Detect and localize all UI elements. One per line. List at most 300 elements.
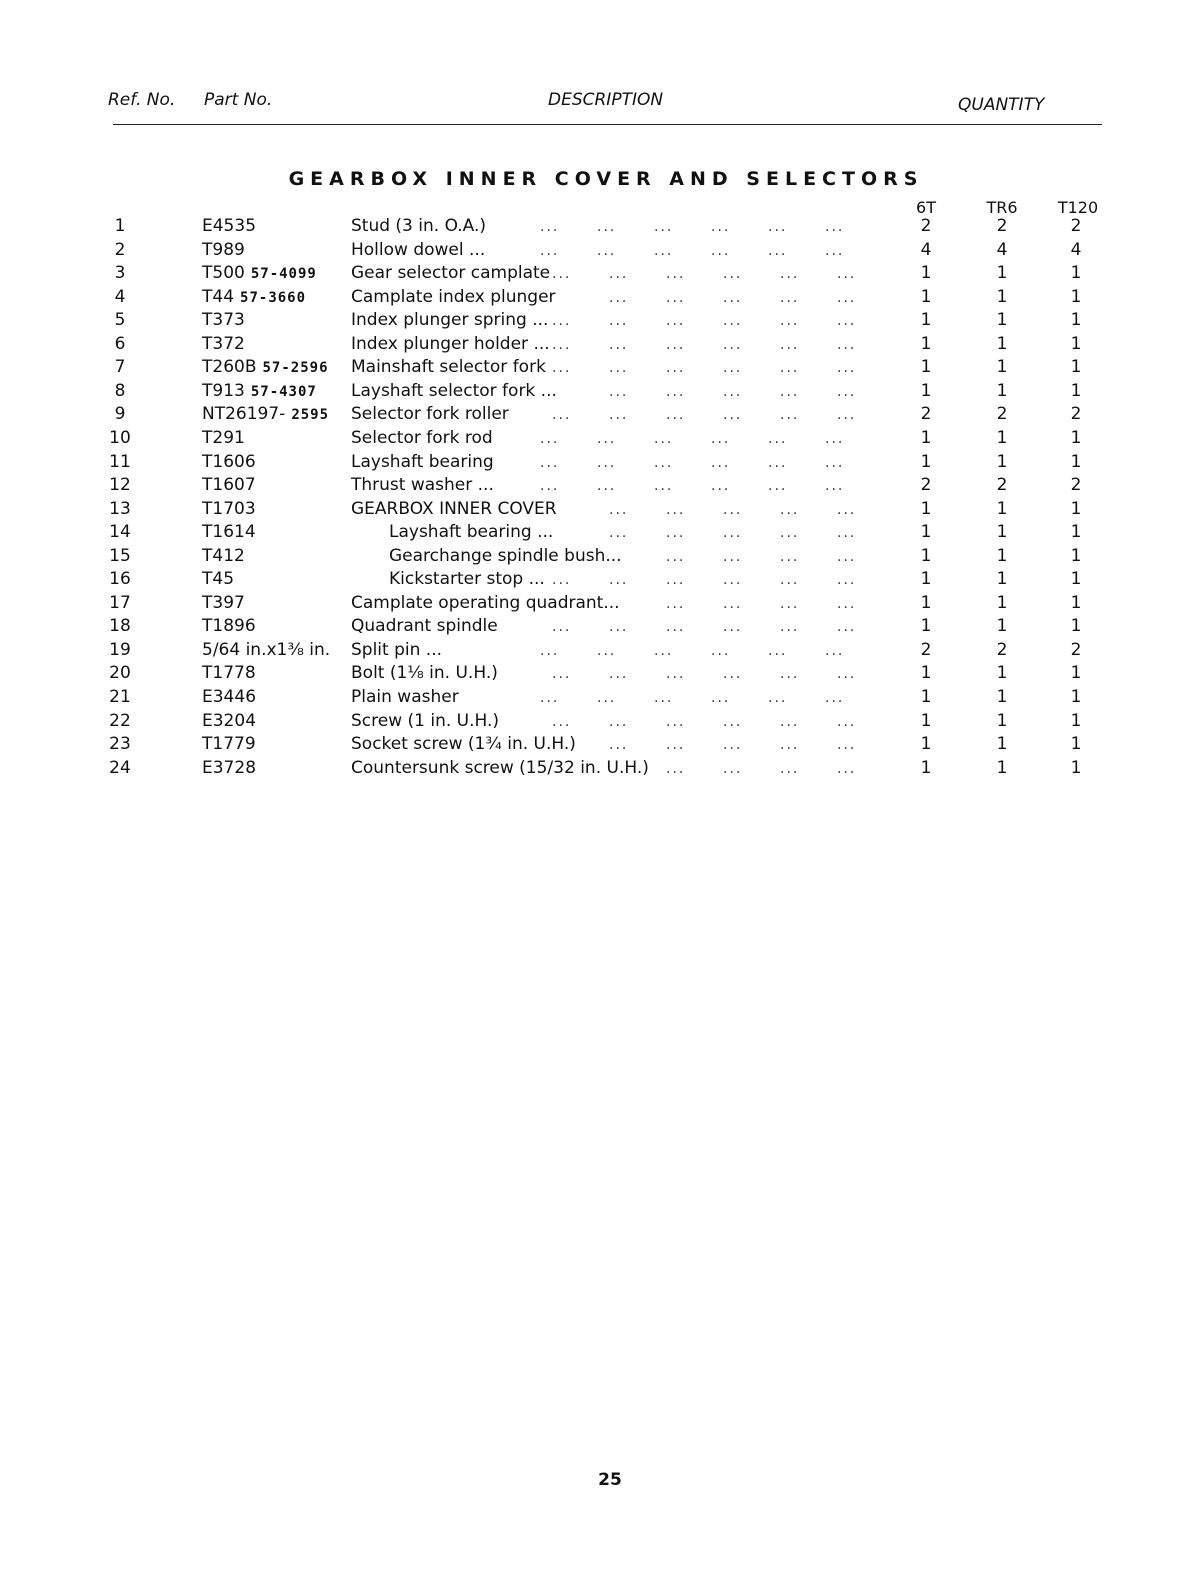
quantity-t120: 1: [1070, 522, 1082, 543]
quantity-6t: 2: [920, 639, 932, 660]
leader-dot-group: ...: [768, 690, 788, 706]
part-number: T913: [202, 380, 245, 401]
table-row: [0, 758, 1200, 782]
leader-dot-group: ...: [723, 525, 743, 542]
part-number-cell: [202, 499, 256, 519]
quantity-t120: 1: [1070, 687, 1082, 707]
table-row: [0, 240, 1200, 264]
part-number-cell: [202, 758, 256, 778]
part-number: E3446: [202, 687, 257, 707]
quantity-t120: 1: [1070, 616, 1082, 637]
part-number: 5/64 in.x1⅜ in.: [202, 639, 331, 660]
leader-dot-group: ...: [711, 454, 731, 471]
quantity-t120: 1: [1070, 286, 1082, 307]
quantity-6t: 1: [920, 498, 932, 519]
quantity-6t: 4: [920, 239, 932, 260]
part-number-cell: [202, 711, 256, 731]
part-number-cell: [202, 475, 256, 495]
ref-number: 2: [114, 239, 126, 260]
quantity-t120: 2: [1070, 475, 1082, 496]
description: Split pin ...: [351, 639, 443, 660]
quantity-tr6: 1: [996, 592, 1008, 613]
quantity-t120: 1: [1070, 710, 1082, 731]
header-rule: [113, 124, 1102, 125]
leader-dot-group: ...: [552, 266, 572, 283]
leader-dot-group: ...: [837, 572, 857, 589]
quantity-tr6: 1: [996, 310, 1008, 331]
quantity-6t: 1: [920, 569, 932, 590]
leader-dot-group: ...: [540, 219, 560, 235]
quantity-column-6t: 6T: [916, 198, 936, 217]
ref-number: 10: [109, 427, 131, 448]
part-number-cell: [202, 687, 256, 707]
leader-dot-group: ...: [597, 242, 617, 259]
leader-dot-group: ...: [723, 666, 743, 683]
leader-dot-group: ...: [666, 737, 686, 754]
leader-dot-group: ...: [654, 478, 674, 495]
quantity-t120: 1: [1070, 451, 1082, 472]
leader-dot-group: ...: [837, 737, 857, 754]
leader-dot-group: ...: [552, 572, 572, 589]
ref-number: 15: [109, 545, 131, 566]
part-number-cell: [202, 216, 256, 236]
leader-dot-group: ...: [780, 666, 800, 683]
leader-dot-group: ...: [837, 336, 857, 353]
quantity-t120: 1: [1070, 734, 1082, 755]
leader-dot-group: ...: [609, 501, 629, 518]
table-row: [0, 452, 1200, 476]
table-row: [0, 616, 1200, 640]
handwritten-part-note: 57-3660: [240, 289, 307, 306]
part-number-cell: [202, 263, 317, 283]
leader-dot-group: ...: [768, 242, 788, 259]
leader-dot-group: ...: [723, 713, 743, 730]
quantity-tr6: 2: [996, 404, 1008, 425]
quantity-t120: 1: [1070, 757, 1082, 778]
description: Layshaft bearing ...: [389, 522, 554, 543]
leader-dot-group: ...: [825, 690, 845, 706]
leader-dot-group: ...: [666, 360, 686, 377]
leader-dot-group: ...: [780, 313, 800, 330]
ref-number: 20: [109, 663, 131, 684]
ref-number: 13: [109, 498, 131, 519]
description: Socket screw (1¾ in. U.H.): [351, 734, 576, 755]
leader-dot-group: ...: [540, 642, 560, 659]
quantity-t120: 1: [1070, 592, 1082, 613]
quantity-tr6: 1: [996, 734, 1008, 755]
table-row: [0, 734, 1200, 758]
quantity-tr6: 1: [996, 710, 1008, 731]
quantity-tr6: 1: [996, 263, 1008, 284]
section-title: GEARBOX INNER COVER AND SELECTORS: [288, 168, 924, 190]
quantity-6t: 1: [920, 710, 932, 731]
leader-dot-group: ...: [723, 336, 743, 353]
quantity-6t: 1: [920, 545, 932, 566]
description: Kickstarter stop ...: [389, 569, 545, 590]
ref-number: 22: [109, 710, 131, 731]
description: Layshaft selector fork ...: [351, 380, 557, 401]
leader-dot-group: ...: [666, 548, 686, 565]
leader-dot-group: ...: [723, 383, 743, 400]
ref-number: 8: [114, 380, 126, 401]
table-row: [0, 381, 1200, 405]
quantity-6t: 1: [920, 357, 932, 378]
leader-dot-group: ...: [780, 737, 800, 754]
part-number: E3204: [202, 710, 257, 731]
quantity-t120: 1: [1070, 569, 1082, 590]
leader-dot-group: ...: [837, 548, 857, 565]
part-number: T45: [202, 569, 235, 590]
leader-dot-group: ...: [666, 666, 686, 683]
part-number: T1779: [202, 734, 256, 755]
quantity-tr6: 1: [996, 286, 1008, 307]
ref-number: 9: [114, 404, 126, 425]
table-row: [0, 687, 1200, 711]
quantity-6t: 1: [920, 333, 932, 354]
handwritten-part-note: 2595: [291, 407, 330, 424]
leader-dot-group: ...: [723, 266, 743, 283]
table-row: [0, 310, 1200, 334]
leader-dot-group: ...: [609, 737, 629, 754]
leader-dot-group: ...: [552, 407, 572, 424]
ref-number: 21: [109, 687, 131, 707]
leader-dot-group: ...: [768, 454, 788, 471]
quantity-t120: 2: [1070, 639, 1082, 660]
part-number-cell: [202, 310, 245, 330]
quantity-6t: 1: [920, 263, 932, 284]
leader-dot-group: ...: [723, 501, 743, 518]
quantity-6t: 1: [920, 592, 932, 613]
ref-number: 1: [114, 216, 126, 236]
description: Quadrant spindle: [351, 616, 498, 637]
quantity-6t: 2: [920, 216, 932, 236]
leader-dot-group: ...: [723, 313, 743, 330]
leader-dot-group: ...: [552, 619, 572, 636]
leader-dot-group: ...: [666, 266, 686, 283]
quantity-6t: 1: [920, 616, 932, 637]
description: Gear selector camplate: [351, 263, 551, 284]
ref-number: 23: [109, 734, 131, 755]
quantity-tr6: 1: [996, 663, 1008, 684]
leader-dot-group: ...: [654, 642, 674, 659]
leader-dot-group: ...: [837, 266, 857, 283]
leader-dot-group: ...: [609, 525, 629, 542]
quantity-tr6: 1: [996, 451, 1008, 472]
leader-dot-group: ...: [609, 313, 629, 330]
leader-dot-group: ...: [837, 313, 857, 330]
leader-dot-group: ...: [654, 219, 674, 235]
leader-dot-group: ...: [711, 690, 731, 706]
part-number: T372: [202, 333, 245, 354]
leader-dot-group: ...: [780, 525, 800, 542]
part-number-cell: [202, 546, 245, 566]
quantity-t120: 1: [1070, 333, 1082, 354]
description: Mainshaft selector fork: [351, 357, 546, 378]
leader-dot-group: ...: [723, 619, 743, 636]
leader-dot-group: ...: [666, 595, 686, 612]
ref-number: 12: [109, 475, 131, 496]
quantity-t120: 1: [1070, 357, 1082, 378]
part-number: T397: [202, 592, 245, 613]
table-row: [0, 334, 1200, 358]
leader-dot-group: ...: [597, 690, 617, 706]
leader-dot-group: ...: [825, 478, 845, 495]
leader-dot-group: ...: [837, 407, 857, 424]
leader-dot-group: ...: [711, 242, 731, 259]
quantity-tr6: 2: [996, 475, 1008, 496]
part-number-cell: [202, 404, 329, 424]
leader-dot-group: ...: [825, 642, 845, 659]
table-row: [0, 287, 1200, 311]
leader-dot-group: ...: [723, 760, 743, 777]
leader-dot-group: ...: [780, 619, 800, 636]
description: GEARBOX INNER COVER: [351, 498, 557, 519]
description: Thrust washer ...: [351, 475, 494, 496]
quantity-6t: 1: [920, 757, 932, 778]
quantity-tr6: 1: [996, 569, 1008, 590]
quantity-tr6: 1: [996, 616, 1008, 637]
ref-number: 4: [114, 286, 126, 307]
ref-number: 5: [114, 310, 126, 331]
part-number: T412: [202, 545, 245, 566]
quantity-6t: 2: [920, 475, 932, 496]
leader-dot-group: ...: [666, 619, 686, 636]
leader-dot-group: ...: [540, 454, 560, 471]
description: Selector fork roller: [351, 404, 509, 425]
part-number: T1703: [202, 498, 256, 519]
part-number: T1607: [202, 475, 256, 496]
leader-dot-group: ...: [552, 713, 572, 730]
quantity-tr6: 1: [996, 687, 1008, 707]
quantity-6t: 1: [920, 427, 932, 448]
leader-dot-group: ...: [711, 219, 731, 235]
part-number: T44: [202, 286, 235, 307]
quantity-t120: 4: [1070, 239, 1082, 260]
quantity-t120: 1: [1070, 263, 1082, 284]
table-row: [0, 711, 1200, 735]
leader-dot-group: ...: [723, 407, 743, 424]
quantity-6t: 1: [920, 663, 932, 684]
leader-dot-group: ...: [711, 478, 731, 495]
leader-dot-group: ...: [654, 430, 674, 447]
leader-dot-group: ...: [780, 760, 800, 777]
leader-dot-group: ...: [768, 430, 788, 447]
quantity-t120: 1: [1070, 310, 1082, 331]
ref-number: 11: [109, 451, 131, 472]
leader-dot-group: ...: [540, 690, 560, 706]
table-row: [0, 216, 1200, 240]
leader-dot-group: ...: [597, 430, 617, 447]
part-number-cell: [202, 569, 234, 589]
leader-dot-group: ...: [825, 242, 845, 259]
quantity-tr6: 1: [996, 522, 1008, 543]
ref-number: 17: [109, 592, 131, 613]
leader-dot-group: ...: [780, 383, 800, 400]
leader-dot-group: ...: [837, 360, 857, 377]
ref-number: 6: [114, 333, 126, 354]
leader-dot-group: ...: [552, 360, 572, 377]
leader-dot-group: ...: [666, 525, 686, 542]
leader-dot-group: ...: [837, 619, 857, 636]
leader-dot-group: ...: [780, 595, 800, 612]
table-row: [0, 263, 1200, 287]
quantity-6t: 1: [920, 380, 932, 401]
quantity-t120: 1: [1070, 498, 1082, 519]
leader-dot-group: ...: [768, 478, 788, 495]
leader-dot-group: ...: [654, 690, 674, 706]
description: Index plunger holder ...: [351, 333, 550, 354]
table-row: [0, 569, 1200, 593]
quantity-tr6: 1: [996, 498, 1008, 519]
quantity-6t: 1: [920, 734, 932, 755]
leader-dot-group: ...: [609, 289, 629, 306]
handwritten-part-note: 57-4307: [250, 383, 317, 400]
leader-dot-group: ...: [597, 642, 617, 659]
quantity-t120: 2: [1070, 216, 1082, 236]
quantity-tr6: 4: [996, 239, 1008, 260]
part-number-cell: [202, 522, 256, 542]
ref-number: 7: [114, 357, 126, 378]
part-number-cell: [202, 452, 256, 472]
leader-dot-group: ...: [609, 407, 629, 424]
page-number: 25: [598, 1470, 622, 1490]
ref-number: 18: [109, 616, 131, 637]
description: Countersunk screw (15/32 in. U.H.): [351, 757, 649, 778]
leader-dot-group: ...: [711, 642, 731, 659]
part-number-cell: [202, 428, 245, 448]
part-number-cell: [202, 240, 245, 260]
part-number: T260B: [202, 357, 257, 378]
description: Index plunger spring ...: [351, 310, 549, 331]
leader-dot-group: ...: [540, 478, 560, 495]
quantity-tr6: 2: [996, 216, 1008, 236]
ref-number: 19: [109, 639, 131, 660]
leader-dot-group: ...: [609, 383, 629, 400]
leader-dot-group: ...: [597, 478, 617, 495]
leader-dot-group: ...: [666, 336, 686, 353]
leader-dot-group: ...: [723, 289, 743, 306]
quantity-tr6: 1: [996, 757, 1008, 778]
part-number-cell: [202, 593, 245, 613]
quantity-tr6: 1: [996, 380, 1008, 401]
ref-number: 16: [109, 569, 131, 590]
part-number: T291: [202, 427, 245, 448]
quantity-6t: 2: [920, 404, 932, 425]
description: Bolt (1⅛ in. U.H.): [351, 663, 498, 684]
header-description: DESCRIPTION: [548, 90, 664, 110]
part-number-cell: [202, 381, 317, 401]
leader-dot-group: ...: [666, 713, 686, 730]
quantity-t120: 1: [1070, 427, 1082, 448]
leader-dot-group: ...: [837, 383, 857, 400]
description: Camplate index plunger: [351, 286, 556, 307]
part-number: T1778: [202, 663, 256, 684]
leader-dot-group: ...: [837, 595, 857, 612]
leader-dot-group: ...: [780, 548, 800, 565]
leader-dot-group: ...: [780, 407, 800, 424]
quantity-t120: 1: [1070, 380, 1082, 401]
part-number-cell: [202, 334, 245, 354]
leader-dot-group: ...: [666, 313, 686, 330]
table-row: [0, 357, 1200, 381]
part-number-cell: [202, 663, 256, 683]
quantity-t120: 1: [1070, 663, 1082, 684]
table-row: [0, 663, 1200, 687]
leader-dot-group: ...: [723, 360, 743, 377]
leader-dot-group: ...: [837, 501, 857, 518]
table-row: [0, 475, 1200, 499]
leader-dot-group: ...: [711, 430, 731, 447]
leader-dot-group: ...: [723, 737, 743, 754]
leader-dot-group: ...: [780, 713, 800, 730]
leader-dot-group: ...: [552, 336, 572, 353]
quantity-6t: 1: [920, 687, 932, 707]
quantity-tr6: 1: [996, 427, 1008, 448]
leader-dot-group: ...: [597, 454, 617, 471]
leader-dot-group: ...: [780, 336, 800, 353]
part-number-cell: [202, 357, 329, 377]
leader-dot-group: ...: [825, 219, 845, 235]
leader-dot-group: ...: [609, 713, 629, 730]
leader-dot-group: ...: [666, 289, 686, 306]
description: Plain washer: [351, 687, 459, 707]
table-row: [0, 640, 1200, 664]
header-part-no: Part No.: [204, 90, 273, 110]
part-number: T1896: [202, 616, 256, 637]
description: Camplate operating quadrant...: [351, 592, 620, 613]
description: Screw (1 in. U.H.): [351, 710, 500, 731]
handwritten-part-note: 57-4099: [250, 266, 317, 283]
quantity-tr6: 2: [996, 639, 1008, 660]
leader-dot-group: ...: [666, 383, 686, 400]
leader-dot-group: ...: [780, 289, 800, 306]
leader-dot-group: ...: [825, 454, 845, 471]
leader-dot-group: ...: [666, 760, 686, 777]
leader-dot-group: ...: [654, 454, 674, 471]
leader-dot-group: ...: [609, 266, 629, 283]
leader-dot-group: ...: [780, 572, 800, 589]
leader-dot-group: ...: [540, 242, 560, 259]
table-row: [0, 522, 1200, 546]
quantity-column-t120: T120: [1057, 198, 1099, 217]
part-number-cell: [202, 616, 256, 636]
leader-dot-group: ...: [609, 360, 629, 377]
leader-dot-group: ...: [666, 572, 686, 589]
table-row: [0, 428, 1200, 452]
part-number-cell: [202, 734, 256, 754]
leader-dot-group: ...: [723, 572, 743, 589]
part-number: T500: [202, 263, 245, 284]
part-number-cell: [202, 287, 306, 307]
leader-dot-group: ...: [837, 289, 857, 306]
handwritten-part-note: 57-2596: [262, 360, 329, 377]
leader-dot-group: ...: [837, 525, 857, 542]
ref-number: 14: [109, 522, 131, 543]
header-quantity: QUANTITY: [958, 95, 1045, 115]
leader-dot-group: ...: [666, 407, 686, 424]
quantity-t120: 1: [1070, 545, 1082, 566]
ref-number: 24: [109, 757, 131, 778]
table-row: [0, 546, 1200, 570]
leader-dot-group: ...: [837, 760, 857, 777]
part-number: E3728: [202, 757, 257, 778]
leader-dot-group: ...: [597, 219, 617, 235]
part-number: T1614: [202, 522, 256, 543]
leader-dot-group: ...: [780, 501, 800, 518]
leader-dot-group: ...: [666, 501, 686, 518]
part-number: T1606: [202, 451, 256, 472]
quantity-6t: 1: [920, 286, 932, 307]
